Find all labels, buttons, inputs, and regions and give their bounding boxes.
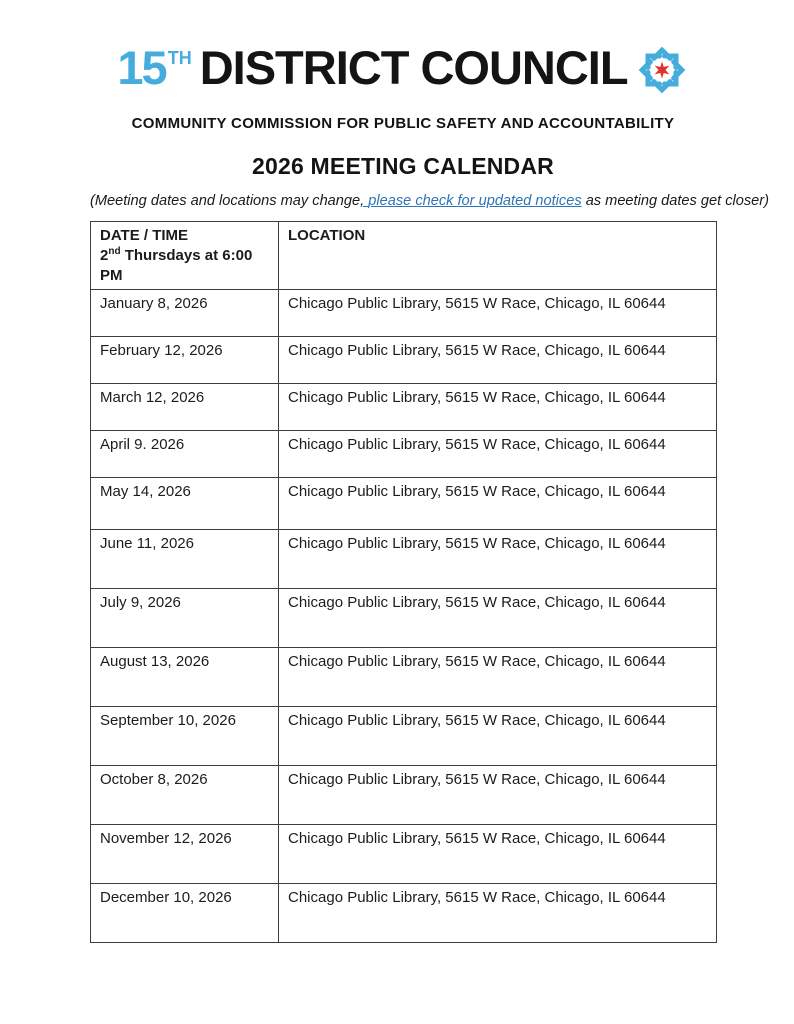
location-cell: Chicago Public Library, 5615 W Race, Chicago, IL 60644 (279, 478, 717, 530)
table-row (91, 884, 717, 943)
date-time-header-line1: DATE / TIME (100, 227, 189, 244)
page-title: 2026 MEETING CALENDAR (252, 153, 554, 179)
updated-notices-link[interactable]: please check for updated notices (368, 193, 582, 209)
note (90, 193, 770, 209)
location-cell: Chicago Public Library, 5615 W Race, Chicago, IL 60644 (279, 648, 717, 707)
col-header-date-time (91, 222, 279, 290)
table-row (91, 384, 717, 431)
table-row (91, 825, 717, 884)
location-cell: Chicago Public Library, 5615 W Race, Chicago, IL 60644 (279, 766, 717, 825)
location-cell: Chicago Public Library, 5615 W Race, Chicago, IL 60644 (279, 825, 717, 884)
table-row (91, 589, 717, 648)
date-cell: June 11, 2026 (91, 530, 279, 589)
date-time-header-line2: 2nd Thursdays at 6:00 PM (100, 245, 253, 284)
note-link-leader: , (360, 193, 369, 209)
table-row (91, 766, 717, 825)
district-ordinal: TH (167, 48, 192, 68)
location-cell: Chicago Public Library, 5615 W Race, Chicago, IL 60644 (279, 290, 717, 337)
table-header-row (91, 222, 717, 290)
meeting-calendar-table (90, 221, 717, 943)
table-row (91, 290, 717, 337)
date-cell: February 12, 2026 (91, 337, 279, 384)
note-suffix: as meeting dates get closer) (581, 193, 770, 209)
table-row (91, 478, 717, 530)
district-number: 15 (117, 41, 166, 94)
document-content (90, 0, 770, 943)
date-cell: January 8, 2026 (91, 290, 279, 337)
table-row (91, 337, 717, 384)
col-header-location: LOCATION (279, 222, 717, 290)
location-cell: Chicago Public Library, 5615 W Race, Chicago, IL 60644 (279, 530, 717, 589)
commission-subtitle: COMMUNITY COMMISSION FOR PUBLIC SAFETY AND ACCOUNTABILITY (131, 115, 675, 132)
date-cell: December 10, 2026 (91, 884, 279, 943)
date-cell: March 12, 2026 (91, 384, 279, 431)
location-cell: Chicago Public Library, 5615 W Race, Chicago, IL 60644 (279, 384, 717, 431)
date-cell: July 9, 2026 (91, 589, 279, 648)
date-cell: November 12, 2026 (91, 825, 279, 884)
table-row (91, 648, 717, 707)
location-cell: Chicago Public Library, 5615 W Race, Chicago, IL 60644 (279, 707, 717, 766)
note-prefix: (Meeting dates and locations may change (90, 193, 361, 209)
table-row (91, 530, 717, 589)
district-council-title: DISTRICT COUNCIL (199, 41, 628, 94)
location-cell: Chicago Public Library, 5615 W Race, Chicago, IL 60644 (279, 884, 717, 943)
location-cell: Chicago Public Library, 5615 W Race, Chicago, IL 60644 (279, 589, 717, 648)
table-row (91, 431, 717, 478)
date-cell: October 8, 2026 (91, 766, 279, 825)
chicago-star-snowflake-icon (635, 43, 689, 102)
brand-header (90, 0, 716, 102)
date-cell: April 9. 2026 (91, 431, 279, 478)
date-cell: September 10, 2026 (91, 707, 279, 766)
table-row (91, 707, 717, 766)
location-cell: Chicago Public Library, 5615 W Race, Chicago, IL 60644 (279, 337, 717, 384)
location-cell: Chicago Public Library, 5615 W Race, Chicago, IL 60644 (279, 431, 717, 478)
date-cell: August 13, 2026 (91, 648, 279, 707)
date-cell: May 14, 2026 (91, 478, 279, 530)
